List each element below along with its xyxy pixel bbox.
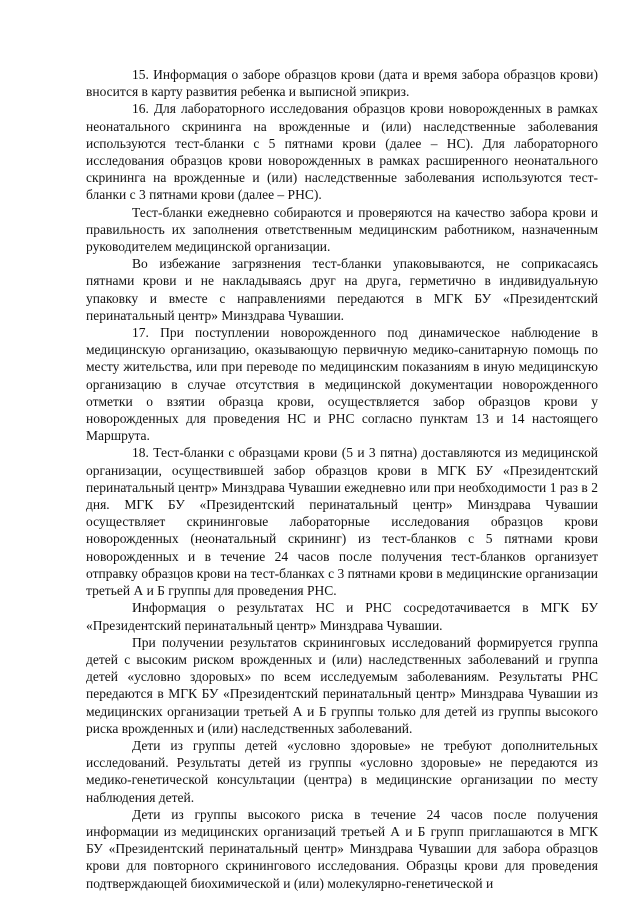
paragraph-risk-groups: При получении результатов скрининговых исследований формируется группа детей с высоким риском врожденных и (или) наследственных заболеваний и группа детей «условно здоровых» по всем исследуемым заболеваниям. Результаты РНС передаются в МГК БУ «Президентский перинатальный центр» Минздрава Чувашии из медицинских организации третьей А и Б группы только для детей из группы высокого риска врожденных и (или) наследственных заболеваний. [86, 634, 598, 736]
paragraph-test-blanks-check: Тест-бланки ежедневно собираются и проверяются на качество забора крови и правильность их заполнения ответственным медицинским работником, назначенным руководителем медицинской организации. [86, 204, 598, 255]
paragraph-high-risk-group: Дети из группы высокого риска в течение 24 часов после получения информации из медицинских организаций третьей А и Б групп приглашаются в МГК БУ «Президентский перинатальный центр» Минздрава Чувашии для забора образцов крови для повторного скринингового исследования. Образцы крови для проведения подтверждающей биохимической и (или) молекулярно-генетической и [86, 806, 598, 891]
paragraph-item-15: 15. Информация о заборе образцов крови (дата и время забора образцов крови) вносится в карту развития ребенка и выписной эпикриз. [86, 67, 598, 100]
paragraph-item-16: 16. Для лабораторного исследования образцов крови новорожденных в рамках неонатального скрининга на врожденные и (или) наследственные заболевания используются тест-бланки с 5 пятнами крови (далее – НС). Для лабораторного исследования образцов крови новорожденных в рамках расширенного неонатального скрининга на врожденные и (или) наследственные заболевания используются тест-бланки с 3 пятнами крови (далее – РНС). [86, 101, 598, 203]
paragraph-packaging: Во избежание загрязнения тест-бланки упаковываются, не соприкасаясь пятнами крови и не накладываясь друг на друга, герметично в индивидуальную упаковку и вместе с направлениями передаются в МГК БУ «Президентский перинатальный центр» Минздрава Чувашии. [86, 256, 598, 323]
paragraph-item-18: 18. Тест-бланки с образцами крови (5 и 3 пятна) доставляются из медицинской организации, осуществившей забор образцов крови в МГК БУ «Президентский перинатальный центр» Минздрава Чувашии ежедневно или при необходимости 1 раз в 2 дня. МГК БУ «Президентский перинатальный центр» Минздрава Чувашии осуществляет скрининговые лабораторные исследования образцов крови новорожденных (неонатальный скрининг) из тест-бланков с 5 пятнами крови новорожденных и в течение 24 часов после получения тест-бланков организует отправку образцов крови на тест-бланках с 3 пятнами крови в медицинские организации третьей А и Б группы для проведения РНС. [86, 445, 598, 599]
paragraph-healthy-group: Дети из группы детей «условно здоровые» не требуют дополнительных исследований. Результаты детей из группы «условно здоровые» не передаются из медико-генетической консультации (центра) в медицинские организации по месту наблюдения детей. [86, 737, 598, 805]
paragraph-item-17: 17. При поступлении новорожденного под динамическое наблюдение в медицинскую организацию, оказывающую первичную медико-санитарную помощь по месту жительства, или при переводе по медицинским показаниям в иную медицинскую организацию в случае отсутствия в медицинской документации новорожденного отметки о взятии образца крови, осуществляется забор образцов крови у новорожденных для проведения НС и РНС согласно пунктам 13 и 14 настоящего Маршрута. [86, 325, 598, 444]
paragraph-results-info: Информация о результатах НС и РНС сосредотачивается в МГК БУ «Президентский перинатальный центр» Минздрава Чувашии. [86, 600, 598, 633]
document-page [86, 66, 598, 892]
